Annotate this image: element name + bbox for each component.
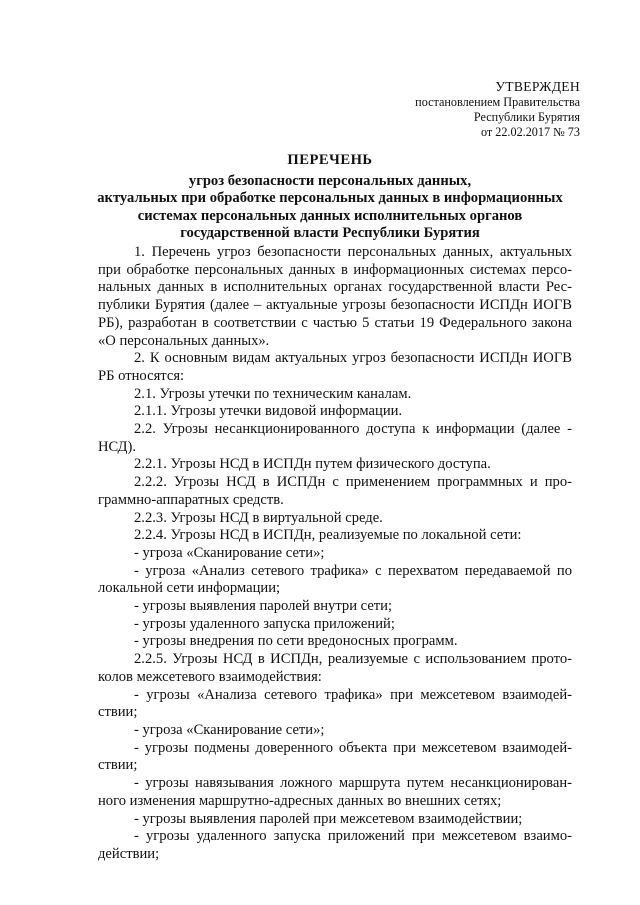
- text-line: - угроза «Сканирование сети»;: [134, 721, 325, 738]
- text-line: нальных данных в исполнительных органах государственной власти Рес-: [98, 279, 572, 296]
- document-body: [98, 244, 572, 864]
- text-line: 2.1. Угрозы утечки по техническим каналам.: [134, 385, 412, 402]
- text-line: действии;: [98, 845, 160, 862]
- title-heading: ПЕРЕЧЕНЬ: [287, 152, 373, 168]
- text-line: РБ), разработан в соответствии с частью 5 статьи 19 Федерального закона: [98, 314, 572, 331]
- text-line: граммно-аппаратных средств.: [98, 491, 284, 508]
- document-title: [70, 152, 590, 243]
- title-line-3: системах персональных данных исполнительных органов: [137, 207, 523, 224]
- approval-heading: УТВЕРЖДЕН: [495, 79, 580, 94]
- text-line: - угрозы удаленного запуска приложений при межсетевом взаимо-: [134, 828, 572, 845]
- title-line-1: угроз безопасности персональных данных,: [188, 172, 472, 189]
- text-line: 2. К основным видам актуальных угроз безопасности ИСПДн ИОГВ: [134, 350, 572, 367]
- text-line: 2.2.1. Угрозы НСД в ИСПДн путем физического доступа.: [134, 456, 491, 473]
- text-line: - угроза «Сканирование сети»;: [134, 544, 325, 561]
- text-line: ствии;: [98, 757, 138, 774]
- text-line: - угрозы удаленного запуска приложений;: [134, 615, 395, 632]
- text-line: колов межсетевого взаимодействия:: [98, 668, 322, 685]
- text-line: - угрозы выявления паролей внутри сети;: [134, 598, 393, 615]
- approval-stamp: [415, 78, 580, 140]
- approval-line-2: Республики Бурятия: [473, 110, 580, 124]
- text-line: 2.2.4. Угрозы НСД в ИСПДн, реализуемые по локальной сети:: [134, 527, 522, 544]
- text-line: 2.2.2. Угрозы НСД в ИСПДн с применением программных и про-: [134, 474, 572, 491]
- text-line: ствии;: [98, 704, 138, 721]
- text-line: - угрозы подмены доверенного объекта при межсетевом взаимодей-: [134, 739, 572, 756]
- text-line: «О персональных данных».: [98, 332, 270, 349]
- text-line: РБ относятся:: [98, 367, 185, 384]
- text-line: публики Бурятия (далее – актуальные угрозы безопасности ИСПДн ИОГВ: [98, 297, 572, 314]
- text-line: НСД).: [98, 438, 137, 455]
- title-line-4: государственной власти Республики Бурятия: [180, 225, 480, 242]
- text-line: - угрозы навязывания ложного маршрута путем несанкционирован-: [134, 775, 572, 792]
- approval-line-3: от 22.02.2017 № 73: [480, 125, 580, 139]
- text-line: - угрозы внедрения по сети вредоносных программ.: [134, 633, 458, 650]
- text-line: локальной сети информации;: [98, 580, 281, 597]
- text-line: ного изменения маршрутно-адресных данных во внешних сетях;: [98, 792, 502, 809]
- text-line: 1. Перечень угроз безопасности персональных данных, актуальных: [134, 244, 572, 260]
- text-line: - угроза «Анализ сетевого трафика» с перехватом передаваемой по: [134, 562, 572, 579]
- text-line: 2.2. Угрозы несанкционированного доступа к информации (далее -: [134, 421, 572, 438]
- text-line: - угрозы «Анализа сетевого трафика» при межсетевом взаимодей-: [134, 686, 572, 703]
- title-line-2: актуальных при обработке персональных данных в информационных: [97, 190, 563, 207]
- text-line: 2.2.5. Угрозы НСД в ИСПДн, реализуемые с использованием прото-: [134, 651, 572, 668]
- text-line: 2.1.1. Угрозы утечки видовой информации.: [134, 403, 403, 420]
- text-line: - угрозы выявления паролей при межсетевом взаимодействии;: [134, 810, 523, 827]
- text-line: 2.2.3. Угрозы НСД в виртуальной среде.: [134, 509, 383, 526]
- text-line: при обработке персональных данных в информационных системах персо-: [98, 261, 572, 278]
- approval-line-1: постановлением Правительства: [415, 95, 580, 109]
